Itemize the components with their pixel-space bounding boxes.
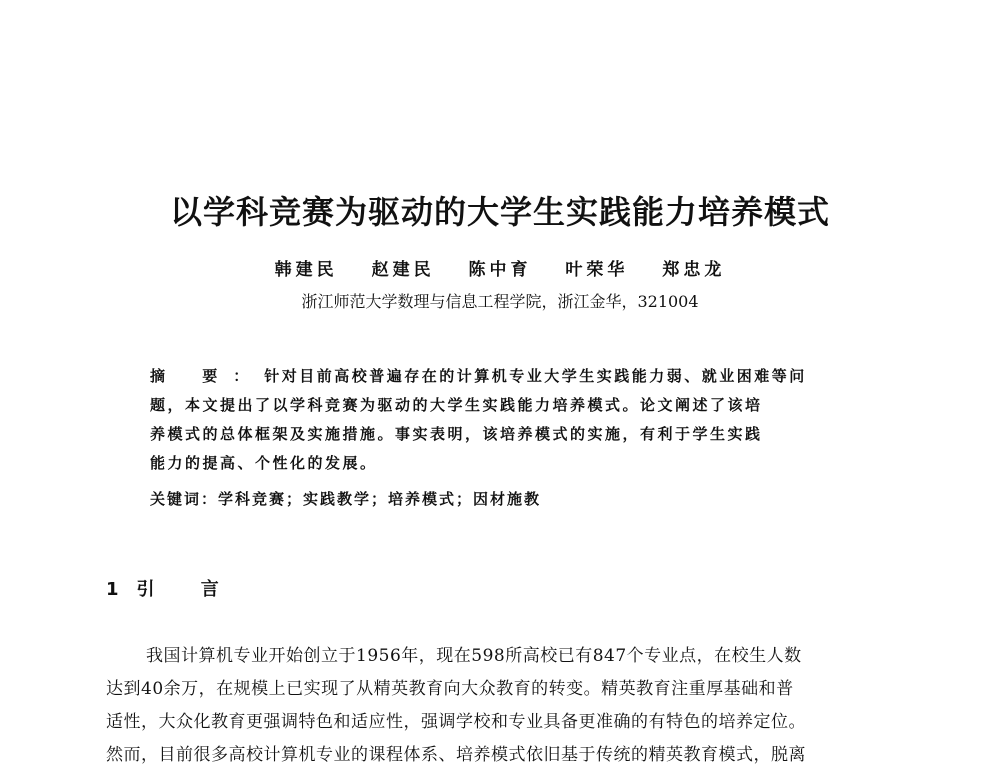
body-line: 我国计算机专业开始创立于1956年，现在598所高校已有847个专业点，在校生人数	[146, 646, 802, 666]
abstract-line: 养模式的总体框架及实施措施。事实表明，该培养模式的实施，有利于学生实践	[150, 425, 763, 443]
abstract-line: 能力的提高、个性化的发展。	[150, 454, 378, 472]
author-list	[0, 258, 1000, 282]
paper-title: 以学科竞赛为驱动的大学生实践能力培养模式	[169, 193, 830, 231]
abstract-line: 题，本文提出了以学科竞赛为驱动的大学生实践能力培养模式。论文阐述了该培	[150, 396, 763, 414]
keywords-text: 学科竞赛；实践教学；培养模式；因材施教	[218, 490, 542, 508]
body-paragraph	[106, 640, 896, 772]
keywords	[150, 485, 541, 513]
section-title: 引 言	[136, 579, 239, 600]
affiliation: 浙江师范大学数理与信息工程学院，浙江金华，321004	[301, 292, 699, 311]
author-name: 赵建民	[371, 260, 435, 280]
body-line: 适性，大众化教育更强调特色和适应性，强调学校和专业具备更准确的有特色的培养定位。	[106, 712, 806, 732]
body-line: 然而，目前很多高校计算机专业的课程体系、培养模式依旧基于传统的精英教育模式，脱离	[106, 745, 806, 765]
author-name: 韩建民	[274, 260, 338, 280]
author-name: 叶荣华	[565, 260, 629, 280]
author-name: 郑忠龙	[662, 260, 726, 280]
body-line: 达到40余万，在规模上已实现了从精英教育向大众教育的转变。精英教育注重厚基础和普	[106, 679, 794, 699]
abstract-line	[150, 362, 856, 391]
section-heading	[106, 576, 239, 604]
abstract-text: 针对目前高校普遍存在的计算机专业大学生实践能力弱、就业困难等问	[264, 367, 807, 385]
keywords-label: 关键词：	[150, 490, 219, 508]
section-number: 1	[106, 579, 119, 600]
abstract-label: 摘 要：	[150, 367, 265, 385]
author-name: 陈中育	[468, 260, 532, 280]
abstract	[150, 362, 856, 478]
